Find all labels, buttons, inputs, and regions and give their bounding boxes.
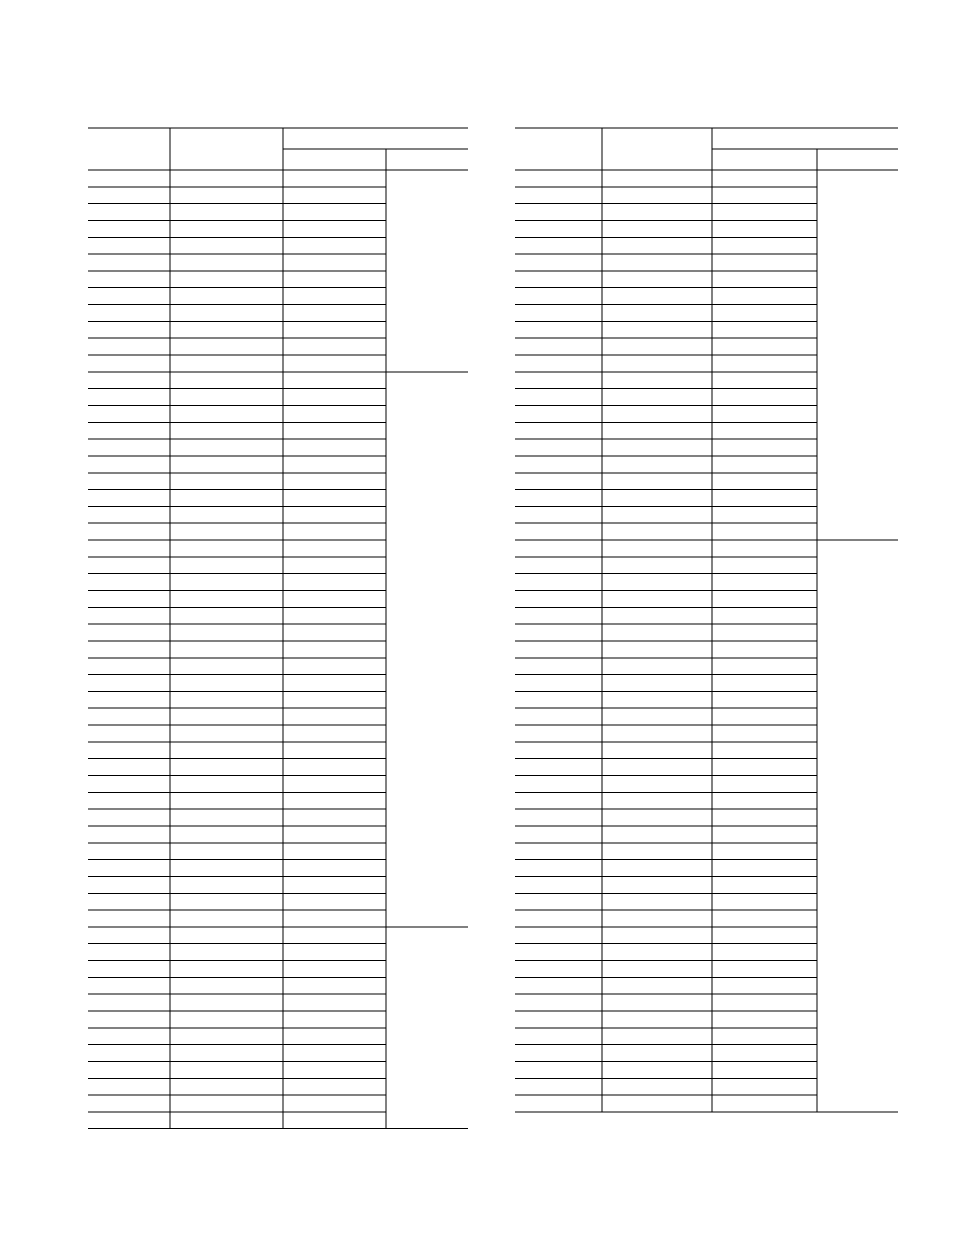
left-ruled-table xyxy=(88,128,468,1129)
right-ruled-table xyxy=(515,128,898,1112)
